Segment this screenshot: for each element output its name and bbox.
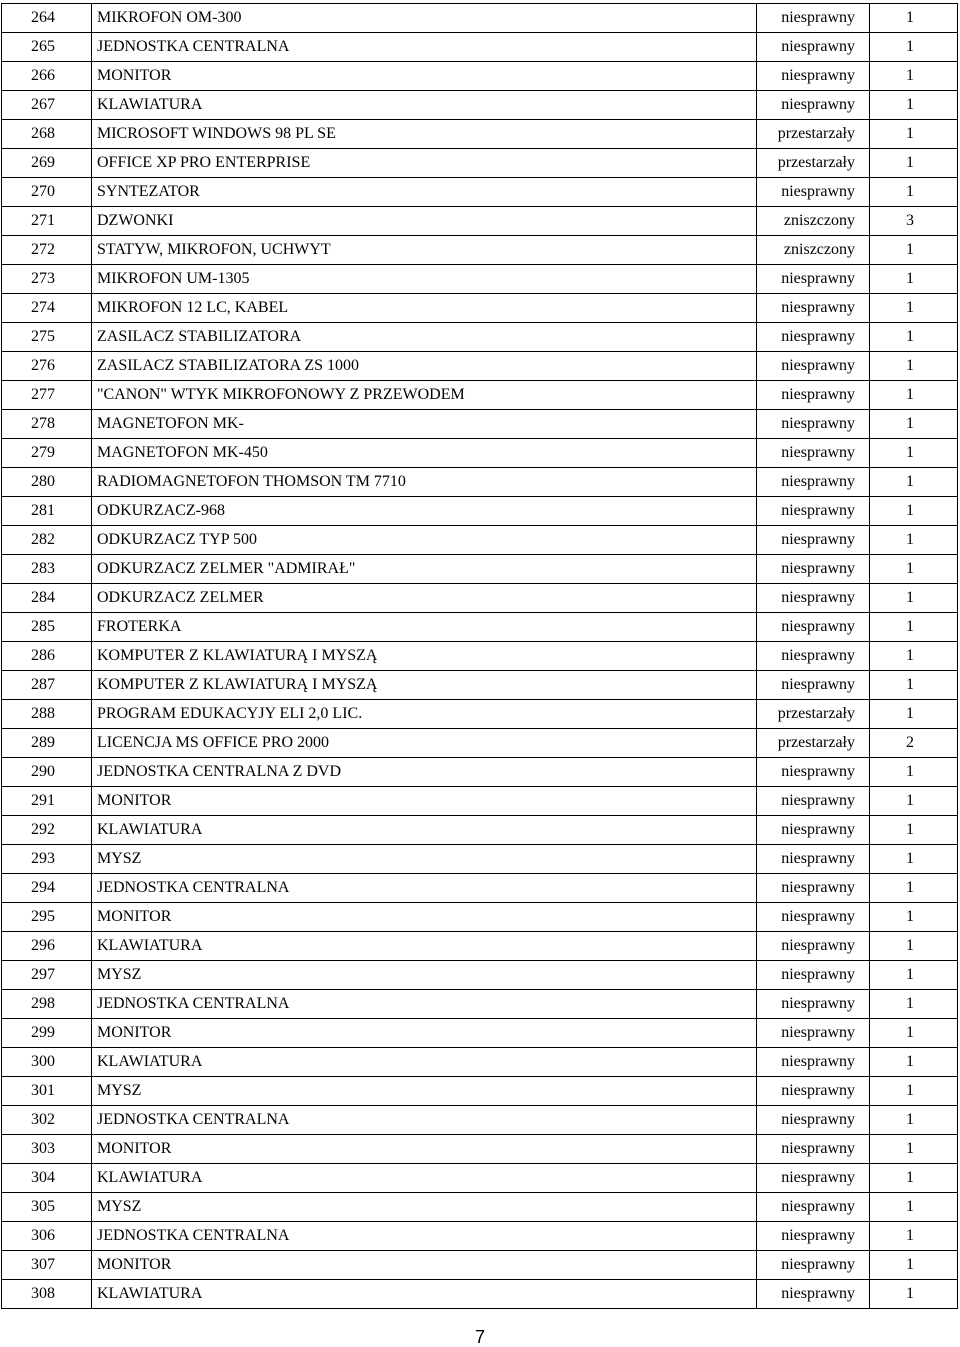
- item-quantity-cell: 1: [870, 149, 958, 178]
- item-name-cell: JEDNOSTKA CENTRALNA: [92, 1106, 757, 1135]
- item-status-cell: niesprawny: [757, 1164, 870, 1193]
- table-row: [2, 207, 958, 236]
- item-quantity-cell: 1: [870, 33, 958, 62]
- item-name-cell: "CANON" WTYK MIKROFONOWY Z PRZEWODEM: [92, 381, 757, 410]
- table-row: [2, 120, 958, 149]
- row-number-cell: 299: [2, 1019, 92, 1048]
- item-quantity-cell: 3: [870, 207, 958, 236]
- item-status-cell: niesprawny: [757, 1280, 870, 1309]
- table-row: [2, 1019, 958, 1048]
- item-quantity-cell: 1: [870, 758, 958, 787]
- item-quantity-cell: 1: [870, 497, 958, 526]
- table-row: [2, 642, 958, 671]
- inventory-table-body: [2, 4, 958, 1309]
- item-status-cell: niesprawny: [757, 323, 870, 352]
- row-number-cell: 279: [2, 439, 92, 468]
- item-name-cell: KLAWIATURA: [92, 932, 757, 961]
- item-status-cell: niesprawny: [757, 4, 870, 33]
- row-number-cell: 290: [2, 758, 92, 787]
- item-name-cell: MONITOR: [92, 62, 757, 91]
- table-row: [2, 468, 958, 497]
- row-number-cell: 293: [2, 845, 92, 874]
- item-quantity-cell: 1: [870, 990, 958, 1019]
- table-row: [2, 33, 958, 62]
- item-quantity-cell: 2: [870, 729, 958, 758]
- row-number-cell: 280: [2, 468, 92, 497]
- item-status-cell: niesprawny: [757, 91, 870, 120]
- item-status-cell: niesprawny: [757, 1077, 870, 1106]
- row-number-cell: 300: [2, 1048, 92, 1077]
- row-number-cell: 296: [2, 932, 92, 961]
- table-row: [2, 700, 958, 729]
- item-name-cell: JEDNOSTKA CENTRALNA: [92, 874, 757, 903]
- table-row: [2, 265, 958, 294]
- item-name-cell: FROTERKA: [92, 613, 757, 642]
- item-name-cell: ZASILACZ STABILIZATORA ZS 1000: [92, 352, 757, 381]
- row-number-cell: 271: [2, 207, 92, 236]
- row-number-cell: 297: [2, 961, 92, 990]
- item-quantity-cell: 1: [870, 932, 958, 961]
- row-number-cell: 291: [2, 787, 92, 816]
- row-number-cell: 270: [2, 178, 92, 207]
- item-quantity-cell: 1: [870, 700, 958, 729]
- table-row: [2, 294, 958, 323]
- table-row: [2, 381, 958, 410]
- item-name-cell: MYSZ: [92, 961, 757, 990]
- item-status-cell: niesprawny: [757, 613, 870, 642]
- item-name-cell: MIKROFON 12 LC, KABEL: [92, 294, 757, 323]
- item-quantity-cell: 1: [870, 584, 958, 613]
- table-row: [2, 352, 958, 381]
- row-number-cell: 278: [2, 410, 92, 439]
- row-number-cell: 289: [2, 729, 92, 758]
- item-status-cell: niesprawny: [757, 642, 870, 671]
- item-quantity-cell: 1: [870, 816, 958, 845]
- item-quantity-cell: 1: [870, 323, 958, 352]
- item-status-cell: niesprawny: [757, 845, 870, 874]
- row-number-cell: 265: [2, 33, 92, 62]
- item-status-cell: niesprawny: [757, 903, 870, 932]
- item-name-cell: MYSZ: [92, 1193, 757, 1222]
- item-quantity-cell: 1: [870, 555, 958, 584]
- row-number-cell: 292: [2, 816, 92, 845]
- table-row: [2, 323, 958, 352]
- item-status-cell: zniszczony: [757, 207, 870, 236]
- item-name-cell: MYSZ: [92, 845, 757, 874]
- item-name-cell: MONITOR: [92, 787, 757, 816]
- row-number-cell: 264: [2, 4, 92, 33]
- row-number-cell: 269: [2, 149, 92, 178]
- item-quantity-cell: 1: [870, 91, 958, 120]
- item-quantity-cell: 1: [870, 1280, 958, 1309]
- table-row: [2, 1164, 958, 1193]
- item-quantity-cell: 1: [870, 1077, 958, 1106]
- item-status-cell: niesprawny: [757, 381, 870, 410]
- item-status-cell: niesprawny: [757, 62, 870, 91]
- item-status-cell: niesprawny: [757, 352, 870, 381]
- item-name-cell: RADIOMAGNETOFON THOMSON TM 7710: [92, 468, 757, 497]
- item-status-cell: niesprawny: [757, 1222, 870, 1251]
- item-name-cell: ZASILACZ STABILIZATORA: [92, 323, 757, 352]
- item-quantity-cell: 1: [870, 1106, 958, 1135]
- item-name-cell: ODKURZACZ ZELMER "ADMIRAŁ": [92, 555, 757, 584]
- item-name-cell: JEDNOSTKA CENTRALNA: [92, 990, 757, 1019]
- item-quantity-cell: 1: [870, 1164, 958, 1193]
- table-row: [2, 1106, 958, 1135]
- item-name-cell: MONITOR: [92, 1251, 757, 1280]
- row-number-cell: 301: [2, 1077, 92, 1106]
- item-name-cell: MAGNETOFON MK-450: [92, 439, 757, 468]
- row-number-cell: 266: [2, 62, 92, 91]
- item-name-cell: OFFICE XP PRO ENTERPRISE: [92, 149, 757, 178]
- row-number-cell: 287: [2, 671, 92, 700]
- table-row: [2, 613, 958, 642]
- item-name-cell: MIKROFON OM-300: [92, 4, 757, 33]
- table-row: [2, 91, 958, 120]
- item-quantity-cell: 1: [870, 294, 958, 323]
- item-status-cell: niesprawny: [757, 33, 870, 62]
- item-name-cell: SYNTEZATOR: [92, 178, 757, 207]
- page-number: 7: [474, 1327, 485, 1347]
- table-row: [2, 932, 958, 961]
- item-name-cell: KOMPUTER Z KLAWIATURĄ I MYSZĄ: [92, 642, 757, 671]
- item-name-cell: DZWONKI: [92, 207, 757, 236]
- table-row: [2, 149, 958, 178]
- row-number-cell: 285: [2, 613, 92, 642]
- item-status-cell: niesprawny: [757, 961, 870, 990]
- row-number-cell: 282: [2, 526, 92, 555]
- item-name-cell: PROGRAM EDUKACYJY ELI 2,0 LIC.: [92, 700, 757, 729]
- item-quantity-cell: 1: [870, 671, 958, 700]
- table-row: [2, 1251, 958, 1280]
- item-status-cell: niesprawny: [757, 816, 870, 845]
- item-quantity-cell: 1: [870, 1135, 958, 1164]
- table-row: [2, 1077, 958, 1106]
- item-name-cell: LICENCJA MS OFFICE PRO 2000: [92, 729, 757, 758]
- item-name-cell: MYSZ: [92, 1077, 757, 1106]
- table-row: [2, 62, 958, 91]
- row-number-cell: 302: [2, 1106, 92, 1135]
- table-row: [2, 439, 958, 468]
- item-status-cell: niesprawny: [757, 439, 870, 468]
- item-name-cell: KLAWIATURA: [92, 1164, 757, 1193]
- item-quantity-cell: 1: [870, 961, 958, 990]
- item-quantity-cell: 1: [870, 903, 958, 932]
- row-number-cell: 267: [2, 91, 92, 120]
- item-status-cell: niesprawny: [757, 1019, 870, 1048]
- item-quantity-cell: 1: [870, 613, 958, 642]
- item-status-cell: niesprawny: [757, 1106, 870, 1135]
- item-quantity-cell: 1: [870, 381, 958, 410]
- row-number-cell: 274: [2, 294, 92, 323]
- item-status-cell: niesprawny: [757, 758, 870, 787]
- table-row: [2, 555, 958, 584]
- item-name-cell: KOMPUTER Z KLAWIATURĄ I MYSZĄ: [92, 671, 757, 700]
- item-status-cell: niesprawny: [757, 265, 870, 294]
- item-name-cell: ODKURZACZ TYP 500: [92, 526, 757, 555]
- table-row: [2, 1193, 958, 1222]
- row-number-cell: 286: [2, 642, 92, 671]
- item-quantity-cell: 1: [870, 178, 958, 207]
- table-row: [2, 787, 958, 816]
- item-status-cell: przestarzały: [757, 120, 870, 149]
- item-quantity-cell: 1: [870, 1048, 958, 1077]
- row-number-cell: 276: [2, 352, 92, 381]
- table-row: [2, 178, 958, 207]
- table-row: [2, 845, 958, 874]
- table-row: [2, 1222, 958, 1251]
- table-row: [2, 758, 958, 787]
- item-status-cell: niesprawny: [757, 932, 870, 961]
- item-status-cell: zniszczony: [757, 236, 870, 265]
- table-row: [2, 526, 958, 555]
- table-row: [2, 961, 958, 990]
- item-quantity-cell: 1: [870, 845, 958, 874]
- item-status-cell: niesprawny: [757, 584, 870, 613]
- table-row: [2, 990, 958, 1019]
- item-quantity-cell: 1: [870, 642, 958, 671]
- table-row: [2, 816, 958, 845]
- row-number-cell: 284: [2, 584, 92, 613]
- item-name-cell: KLAWIATURA: [92, 1280, 757, 1309]
- table-row: [2, 729, 958, 758]
- item-quantity-cell: 1: [870, 874, 958, 903]
- item-name-cell: MAGNETOFON MK-: [92, 410, 757, 439]
- item-quantity-cell: 1: [870, 236, 958, 265]
- row-number-cell: 273: [2, 265, 92, 294]
- item-name-cell: KLAWIATURA: [92, 91, 757, 120]
- table-row: [2, 1048, 958, 1077]
- item-status-cell: niesprawny: [757, 874, 870, 903]
- item-quantity-cell: 1: [870, 410, 958, 439]
- item-name-cell: MONITOR: [92, 1019, 757, 1048]
- row-number-cell: 283: [2, 555, 92, 584]
- item-quantity-cell: 1: [870, 62, 958, 91]
- row-number-cell: 298: [2, 990, 92, 1019]
- row-number-cell: 272: [2, 236, 92, 265]
- item-name-cell: STATYW, MIKROFON, UCHWYT: [92, 236, 757, 265]
- row-number-cell: 295: [2, 903, 92, 932]
- item-quantity-cell: 1: [870, 4, 958, 33]
- item-status-cell: przestarzały: [757, 729, 870, 758]
- item-name-cell: KLAWIATURA: [92, 1048, 757, 1077]
- row-number-cell: 268: [2, 120, 92, 149]
- item-quantity-cell: 1: [870, 439, 958, 468]
- item-status-cell: przestarzały: [757, 700, 870, 729]
- row-number-cell: 305: [2, 1193, 92, 1222]
- item-quantity-cell: 1: [870, 120, 958, 149]
- item-status-cell: niesprawny: [757, 1048, 870, 1077]
- item-name-cell: JEDNOSTKA CENTRALNA Z DVD: [92, 758, 757, 787]
- table-row: [2, 584, 958, 613]
- item-status-cell: niesprawny: [757, 526, 870, 555]
- item-status-cell: niesprawny: [757, 497, 870, 526]
- item-status-cell: niesprawny: [757, 294, 870, 323]
- row-number-cell: 288: [2, 700, 92, 729]
- table-row: [2, 1280, 958, 1309]
- item-name-cell: ODKURZACZ-968: [92, 497, 757, 526]
- item-status-cell: niesprawny: [757, 1135, 870, 1164]
- row-number-cell: 303: [2, 1135, 92, 1164]
- row-number-cell: 307: [2, 1251, 92, 1280]
- item-name-cell: MONITOR: [92, 903, 757, 932]
- item-quantity-cell: 1: [870, 468, 958, 497]
- table-row: [2, 4, 958, 33]
- item-quantity-cell: 1: [870, 1019, 958, 1048]
- row-number-cell: 277: [2, 381, 92, 410]
- item-status-cell: niesprawny: [757, 178, 870, 207]
- item-name-cell: KLAWIATURA: [92, 816, 757, 845]
- item-status-cell: niesprawny: [757, 990, 870, 1019]
- item-name-cell: JEDNOSTKA CENTRALNA: [92, 1222, 757, 1251]
- inventory-table: [1, 3, 958, 1309]
- item-quantity-cell: 1: [870, 1193, 958, 1222]
- item-status-cell: niesprawny: [757, 468, 870, 497]
- table-row: [2, 236, 958, 265]
- item-status-cell: niesprawny: [757, 410, 870, 439]
- row-number-cell: 306: [2, 1222, 92, 1251]
- item-name-cell: MIKROFON UM-1305: [92, 265, 757, 294]
- row-number-cell: 304: [2, 1164, 92, 1193]
- row-number-cell: 281: [2, 497, 92, 526]
- table-row: [2, 903, 958, 932]
- item-quantity-cell: 1: [870, 1222, 958, 1251]
- item-status-cell: niesprawny: [757, 555, 870, 584]
- item-status-cell: przestarzały: [757, 149, 870, 178]
- item-name-cell: MONITOR: [92, 1135, 757, 1164]
- item-status-cell: niesprawny: [757, 1193, 870, 1222]
- item-status-cell: niesprawny: [757, 787, 870, 816]
- row-number-cell: 275: [2, 323, 92, 352]
- item-name-cell: MICROSOFT WINDOWS 98 PL SE: [92, 120, 757, 149]
- table-row: [2, 497, 958, 526]
- item-name-cell: ODKURZACZ ZELMER: [92, 584, 757, 613]
- row-number-cell: 308: [2, 1280, 92, 1309]
- table-row: [2, 671, 958, 700]
- table-row: [2, 1135, 958, 1164]
- item-name-cell: JEDNOSTKA CENTRALNA: [92, 33, 757, 62]
- item-status-cell: niesprawny: [757, 1251, 870, 1280]
- item-status-cell: niesprawny: [757, 671, 870, 700]
- table-row: [2, 410, 958, 439]
- item-quantity-cell: 1: [870, 787, 958, 816]
- item-quantity-cell: 1: [870, 526, 958, 555]
- item-quantity-cell: 1: [870, 352, 958, 381]
- row-number-cell: 294: [2, 874, 92, 903]
- item-quantity-cell: 1: [870, 1251, 958, 1280]
- table-row: [2, 874, 958, 903]
- item-quantity-cell: 1: [870, 265, 958, 294]
